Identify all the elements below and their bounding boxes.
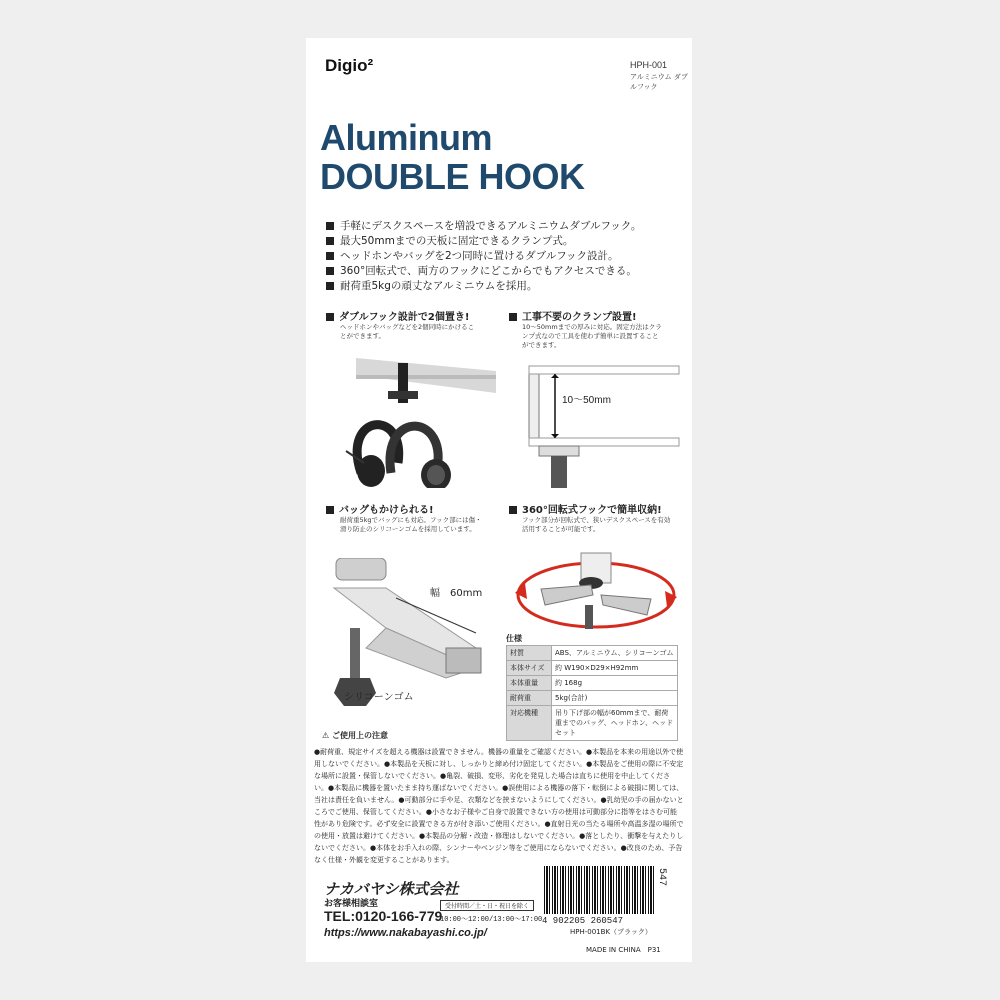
company-url[interactable]: https://www.nakabayashi.co.jp/ [324, 927, 487, 939]
caution-heading: ⚠ ご使用上の注意 [322, 731, 388, 740]
hours-label: 受付時間／土・日・祝日を除く [440, 900, 534, 911]
model-number: HPH-001 [630, 60, 668, 70]
spec-table [506, 645, 678, 741]
bullet-square-icon [509, 313, 517, 321]
product-subname: アルミニウム ダブルフック [630, 73, 688, 91]
feature-item: 最大50mmまでの天板に固定できるクランプ式。 [326, 234, 676, 249]
feature-item: 手軽にデスクスペースを増設できるアルミニウムダブルフック。 [326, 219, 676, 234]
barcode-side-digits: 547 [656, 868, 667, 887]
spec-key: 材質 [507, 646, 552, 661]
spec-value: 約 168g [552, 676, 678, 691]
bullet-square-icon [326, 237, 334, 245]
spec-key: 本体重量 [507, 676, 552, 691]
rotation-illustration [511, 543, 681, 633]
spec-value: 5kg(合計) [552, 691, 678, 706]
caution-text: ●耐荷重、規定サイズを超える機器は設置できません。機器の重量をご確認ください。●本製品を本来の用途以外で使用しないでください。●本製品を天板に対し、しっかりと締め付け固定してください。●本製品をご使用の際に不安定な場所に設置・保管しないでください。●亀裂、破損、変形、劣化を発見した場合は直ちに使用を中止してください。●本製品に機器を置いたまま持ち運ばないでください。●誤使用による機器の落下・転倒による破損に関しては、当社は責任を負いません。●可動部分に手や足、衣類などを挟まないようにしてください。●乳幼児の手の届かないところでご使用、保管してください。●小さなお子様やご自身で設置できない方の使用は可動部分に指等をはさむ可能性があり危険です。必ず安全に設置できる方が付き添いご使用ください。●直射日光の当たる場所や高温多湿の場所での使用・放置は避けてください。●本製品の分解・改造・修理はしないでください。●落としたり、衝撃を与えたりしないでください。●本体をお手入れの際、シンナーやベンジン等をご使用にならないでください。●改良のため、予告なく仕様・外観を変更することがあります。 [314, 748, 684, 864]
spec-key: 本体サイズ [507, 661, 552, 676]
feature-item: 耐荷重5kgの頑丈なアルミニウムを採用。 [326, 279, 676, 294]
package-card [306, 38, 692, 962]
feature-item: ヘッドホンやバッグを2つ同時に置けるダブルフック設計。 [326, 249, 676, 264]
bullet-square-icon [326, 282, 334, 290]
section-clamp-text: 10〜50mmまでの厚みに対応。固定方法はクランプ式なので工具を使わず簡単に設置することができます。 [522, 323, 662, 349]
bullet-square-icon [326, 267, 334, 275]
spec-key: 対応機種 [507, 706, 552, 741]
customer-service-label: お客様相談室 [324, 899, 379, 909]
spec-value: 約 W190×D29×H92mm [552, 661, 678, 676]
feature-list [326, 219, 676, 294]
product-code: HPH-001BK（ブラック） [570, 928, 652, 936]
section-bag-heading: バッグもかけられる! [326, 501, 434, 516]
section-clamp-heading: 工事不要のクランプ設置! [509, 308, 637, 323]
feature-item: 360°回転式で、両方のフックにどこからでもアクセスできる。 [326, 264, 676, 279]
clamp-dimension-label: 10〜50mm [562, 395, 611, 406]
bullet-square-icon [326, 313, 334, 321]
bullet-square-icon [326, 252, 334, 260]
section-rotate-text: フック部分が回転式で、狭いデスクスペースを有効活用することが可能です。 [522, 516, 671, 533]
barcode-icon [544, 866, 654, 914]
section-bag-text: 耐荷重5kgでバッグにも対応。フック部には傷・滑り防止のシリコーンゴムを採用しています。 [340, 516, 482, 533]
silicone-rubber-label: シリコーンゴム [344, 692, 414, 703]
hours-value: 10:00〜12:00/13:00〜17:00 [440, 916, 543, 924]
table-row [507, 691, 678, 706]
made-in-label: MADE IN CHINA P31 [586, 946, 661, 954]
spec-value: ABS、アルミニウム、シリコーンゴム [552, 646, 678, 661]
spec-value: 吊り下げ部の幅が60mmまで、耐荷重までのバッグ、ヘッドホン、ヘッドセット [552, 706, 678, 741]
table-row [507, 661, 678, 676]
product-title-line2: DOUBLE HOOK [320, 156, 585, 197]
spec-key: 耐荷重 [507, 691, 552, 706]
section-double-text: ヘッドホンやバッグなどを2個同時にかけることができます。 [340, 323, 475, 340]
barcode-number: 4 902205 260547 [542, 916, 624, 926]
bullet-square-icon [509, 506, 517, 514]
hook-width-label: 幅 60mm [430, 588, 483, 599]
table-row [507, 706, 678, 741]
brand-logo: Digio² [325, 56, 374, 75]
headphones-illustration [326, 353, 496, 488]
section-double-heading: ダブルフック設計で2個置き! [326, 308, 469, 323]
spec-title: 仕様 [506, 634, 522, 643]
clamp-illustration [521, 358, 681, 488]
table-row [507, 676, 678, 691]
section-rotate-heading: 360°回転式フックで簡単収納! [509, 501, 662, 516]
product-title-line1: Aluminum [320, 117, 492, 158]
phone-number: TEL:0120-166-779 [324, 908, 443, 924]
table-row [507, 646, 678, 661]
bullet-square-icon [326, 222, 334, 230]
bullet-square-icon [326, 506, 334, 514]
company-name: ナカバヤシ株式会社 [324, 881, 459, 898]
hook-closeup-illustration [326, 558, 496, 708]
